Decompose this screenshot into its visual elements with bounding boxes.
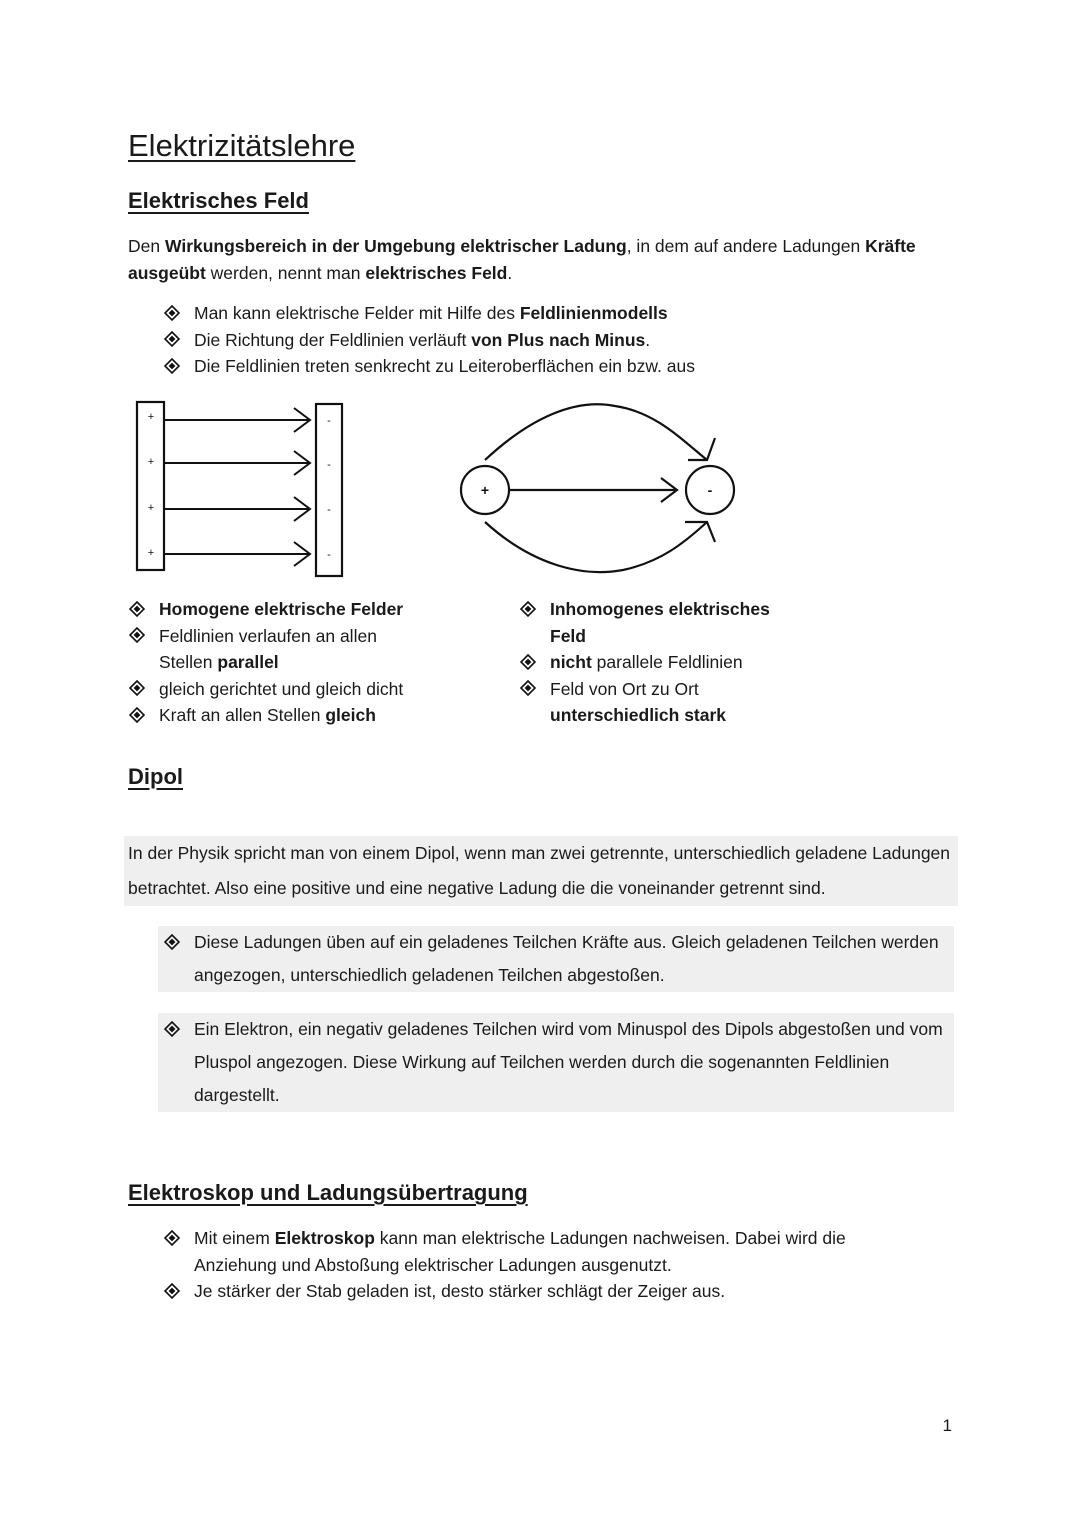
diamond-bullet-icon	[123, 623, 151, 650]
list-item: Kraft an allen Stellen gleich	[123, 702, 423, 729]
list-item: Ein Elektron, ein negativ geladenes Teilchen wird vom Minuspol des Dipols abgestoßen und vom Pluspol angezogen. Diese Wirkung auf Teilchen werden durch die sogenannten Feldlinien dargestellt.	[158, 1013, 954, 1112]
minus-sign: -	[327, 415, 331, 427]
list-item: Feld von Ort zu Ort unterschiedlich stark	[514, 676, 774, 729]
section-heading-elektrisches-feld: Elektrisches Feld	[128, 188, 309, 213]
diamond-bullet-icon	[123, 596, 151, 623]
inhomogeneous-list	[514, 596, 774, 729]
plus-sign: +	[147, 411, 155, 423]
plus-sign: +	[147, 502, 155, 514]
list-item: Feldlinien verlaufen an allen Stellen parallel	[123, 623, 423, 676]
list-item: Je stärker der Stab geladen ist, desto stärker schlägt der Zeiger aus.	[158, 1278, 918, 1305]
diamond-bullet-icon	[158, 300, 186, 327]
feld-bullet-list	[158, 300, 938, 380]
list-item: Man kann elektrische Felder mit Hilfe des Feldlinienmodells	[158, 300, 938, 327]
homogeneous-list	[123, 596, 423, 729]
diamond-bullet-icon	[158, 327, 186, 354]
minus-sign: -	[327, 504, 331, 516]
section-heading-dipol: Dipol	[128, 764, 183, 789]
positive-plate	[137, 402, 164, 570]
minus-label: -	[707, 482, 713, 498]
intro-paragraph: Den Wirkungsbereich in der Umgebung elektrischer Ladung, in dem auf andere Ladungen Kräfte ausgeübt werden, nennt man elektrisches Feld.	[128, 236, 916, 283]
elektroskop-bullet-list	[158, 1225, 918, 1305]
list-item: nicht parallele Feldlinien	[514, 649, 774, 676]
diamond-bullet-icon	[158, 353, 186, 380]
diamond-bullet-icon	[158, 1278, 186, 1305]
diamond-bullet-icon	[514, 649, 542, 676]
diamond-bullet-icon	[158, 1013, 186, 1046]
diamond-bullet-icon	[514, 676, 542, 703]
section-heading-elektroskop: Elektroskop und Ladungsübertragung	[128, 1180, 528, 1205]
diamond-bullet-icon	[158, 926, 186, 959]
list-item: Homogene elektrische Felder	[123, 596, 423, 623]
minus-sign: -	[327, 549, 331, 561]
list-item: Inhomogenes elektrisches Feld	[514, 596, 774, 649]
inhomogeneous-field-diagram	[455, 398, 745, 578]
page-title: Elektrizitätslehre	[128, 128, 356, 163]
diamond-bullet-icon	[158, 1225, 186, 1252]
list-item: Die Feldlinien treten senkrecht zu Leiteroberflächen ein bzw. aus	[158, 353, 938, 380]
plus-sign: +	[147, 456, 155, 468]
list-item: gleich gerichtet und gleich dicht	[123, 676, 423, 703]
diamond-bullet-icon	[123, 702, 151, 729]
list-item: Mit einem Elektroskop kann man elektrische Ladungen nachweisen. Dabei wird die Anziehung und Abstoßung elektrischer Ladungen ausgenutzt.	[158, 1225, 918, 1278]
plus-sign: +	[147, 547, 155, 559]
dipol-bullet-list	[158, 926, 954, 1112]
diamond-bullet-icon	[514, 596, 542, 623]
homogeneous-field-diagram	[130, 396, 350, 582]
diamond-bullet-icon	[123, 676, 151, 703]
list-item: Diese Ladungen üben auf ein geladenes Teilchen Kräfte aus. Gleich geladenen Teilchen werden angezogen, unterschiedlich geladenen Teilchen abgestoßen.	[158, 926, 954, 992]
field-lines	[165, 408, 310, 566]
page-number: 1	[942, 1416, 952, 1435]
dipol-paragraph: In der Physik spricht man von einem Dipol, wenn man zwei getrennte, unterschiedlich geladene Ladungen betrachtet. Also eine positive und eine negative Ladung die die voneinander getrennt sind.	[124, 836, 958, 906]
minus-sign: -	[327, 459, 331, 471]
list-item: Die Richtung der Feldlinien verläuft von Plus nach Minus.	[158, 327, 938, 354]
plus-label: +	[480, 482, 490, 498]
